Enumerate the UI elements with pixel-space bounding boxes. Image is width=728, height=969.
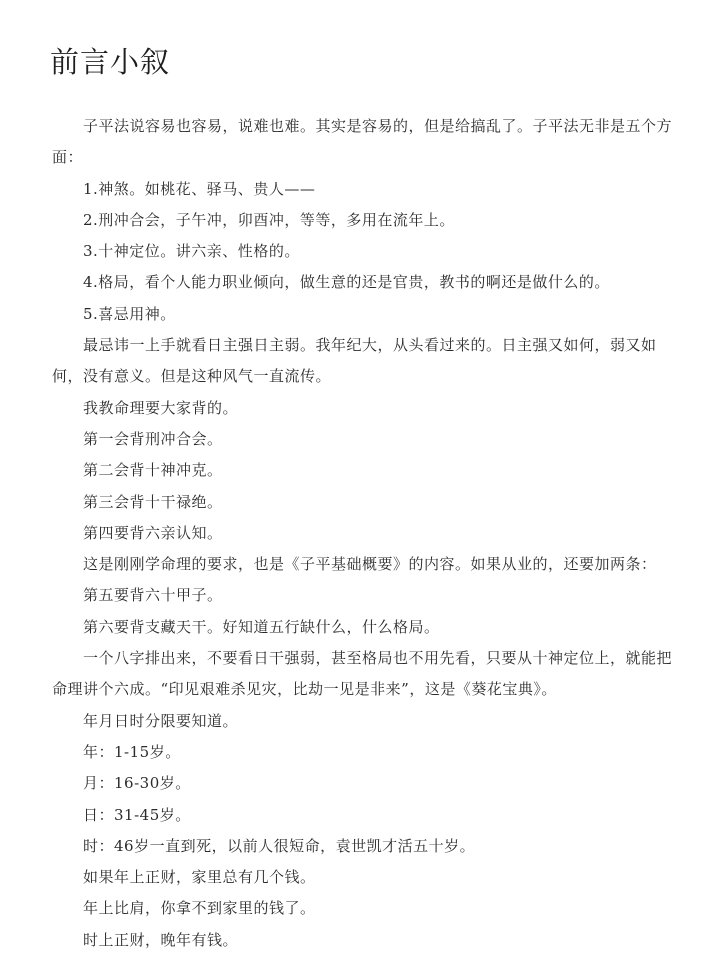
paragraph-hour-wealth: 时上正财，晚年有钱。 [83,930,239,949]
list-item-1: 1.神煞。如桃花、驿马、贵人—— [83,179,316,198]
period-month: 月：16-30岁。 [83,774,191,793]
paragraph-third: 第三会背十干禄绝。 [83,492,223,511]
paragraph-first: 第一会背刑冲合会。 [83,429,223,448]
period-year: 年：1-15岁。 [83,742,181,761]
paragraph-sixth: 第六要背支藏天干。好知道五行缺什么，什么格局。 [83,617,440,636]
paragraph-bazi: 一个八字排出来，不要看日干强弱，甚至格局也不用先看，只要从十神定位上，就能把命理讲个六成。“印见艰难杀见灾，比劫一见是非来”，这是《葵花宝典》。 [52,649,673,699]
paragraph-requirement: 这是刚刚学命理的要求，也是《子平基础概要》的内容。如果从业的，还要加两条： [83,555,657,574]
page-title: 前言小叙 [50,45,171,79]
document-body [52,111,672,956]
list-item-5: 5.喜忌用神。 [83,304,176,323]
paragraph-fifth: 第五要背六十甲子。 [83,586,223,605]
period-hour: 时：46岁一直到死，以前人很短命，袁世凯才活五十岁。 [83,836,476,855]
paragraph-year-wealth: 如果年上正财，家里总有几个钱。 [83,868,316,887]
paragraph-memorize: 我教命理要大家背的。 [83,398,239,417]
paragraph-taboo: 最忌讳一上手就看日主强日主弱。我年纪大，从头看过来的。日主强又如何，弱又如何，没有意义。但是这种风气一直流传。 [52,336,657,386]
paragraph-intro: 子平法说容易也容易，说难也难。其实是容易的，但是给搞乱了。子平法无非是五个方面： [52,117,673,167]
paragraph-fourth: 第四要背六亲认知。 [83,523,223,542]
list-item-4: 4.格局，看个人能力职业倾向，做生意的还是官贵，教书的啊还是做什么的。 [83,273,610,292]
list-item-3: 3.十神定位。讲六亲、性格的。 [83,242,300,261]
paragraph-second: 第二会背十神冲克。 [83,461,223,480]
paragraph-year-shoulder: 年上比肩，你拿不到家里的钱了。 [83,899,316,918]
paragraph-periods: 年月日时分限要知道。 [83,711,239,730]
list-item-2: 2.刑冲合会，子午冲，卯酉冲，等等，多用在流年上。 [83,210,455,229]
period-day: 日：31-45岁。 [83,805,191,824]
